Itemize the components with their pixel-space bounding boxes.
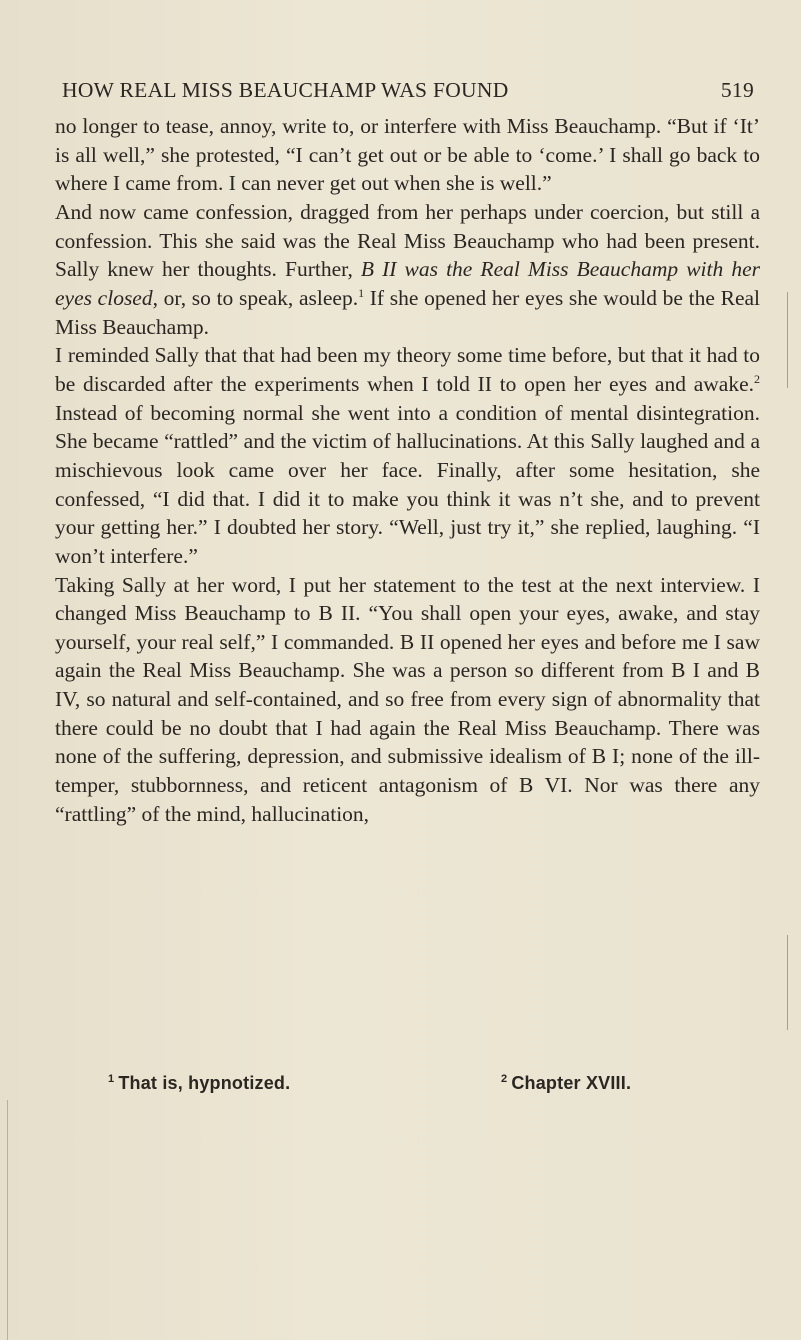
paragraph-3-text-b: Instead of becoming normal she went into a condition of mental disintegration. She became “rattled” and the victim of hallucinations. At this Sally laughed and a mischievous look came over her face. Finally, after some hesitation, she confessed, “I did that. I did it to make you think it was n’t she, and to prevent your getting her.” I doubted her story. “Well, just try it,” she replied, laughing. “I won’t interfere.” — [55, 400, 760, 568]
paragraph-3 — [55, 341, 760, 570]
footnote-2 — [501, 1073, 631, 1094]
body-text — [55, 112, 760, 828]
paragraph-2-text-c: If she opened her eyes she would be the Real Miss Beauchamp. — [55, 285, 761, 339]
paragraph-2-italic: B II was the Real Miss Beauchamp with her eyes closed — [55, 257, 760, 310]
footnote-1 — [108, 1073, 290, 1094]
paragraph-3-text-a: I reminded Sally that that had been my theory some time before, but that it had to be discarded after the experiments when I told II to open her eyes and awake. — [55, 343, 760, 396]
footnote-1-mark: 1 — [108, 1073, 115, 1085]
footnote-2-text: Chapter XVIII. — [511, 1073, 632, 1093]
footnote-ref-1: 1 — [358, 285, 365, 300]
margin-pencil-mark-1 — [787, 292, 788, 388]
paragraph-2-text-a: And now came confession, dragged from her perhaps under coercion, but still a confession. This she said was the Real Miss Beauchamp who had been present. Sally knew her thoughts. Further, — [55, 199, 760, 282]
page-number: 519 — [720, 78, 754, 102]
paragraph-2-text-b: , or, so to speak, asleep. — [152, 285, 359, 310]
paragraph-2 — [55, 198, 760, 341]
footnote-2-mark: 2 — [501, 1073, 508, 1085]
page-edge-line — [7, 1100, 8, 1340]
running-header — [62, 78, 754, 110]
running-title: HOW REAL MISS BEAUCHAMP WAS FOUND — [62, 78, 509, 102]
paragraph-1: no longer to tease, annoy, write to, or interfere with Miss Beauchamp. “But if ‘It’ is all well,” she protested, “I can’t get out or be able to ‘come.’ I shall go back to where I came from. I can never get out when she is well.” — [55, 114, 760, 196]
margin-pencil-mark-2 — [787, 935, 788, 1030]
paragraph-4: Taking Sally at her word, I put her statement to the test at the next interview. I changed Miss Beauchamp to B II. “You shall open your eyes, awake, and stay yourself, your real self,” I commanded. B II opened her eyes and before me I saw again the Real Miss Beauchamp. She was a person so different from B I and B IV, so natural and self-contained, and so free from every sign of abnormality that there could be no doubt that I had again the Real Miss Beauchamp. There was none of the suffering, depression, and submissive idealism of B I; none of the ill-temper, stubbornness, and reticent antagonism of B VI. Nor was there any “rattling” of the mind, hallucination, — [55, 572, 760, 826]
footnote-1-text: That is, hypnotized. — [118, 1073, 291, 1093]
footnote-ref-2: 2 — [754, 371, 760, 386]
